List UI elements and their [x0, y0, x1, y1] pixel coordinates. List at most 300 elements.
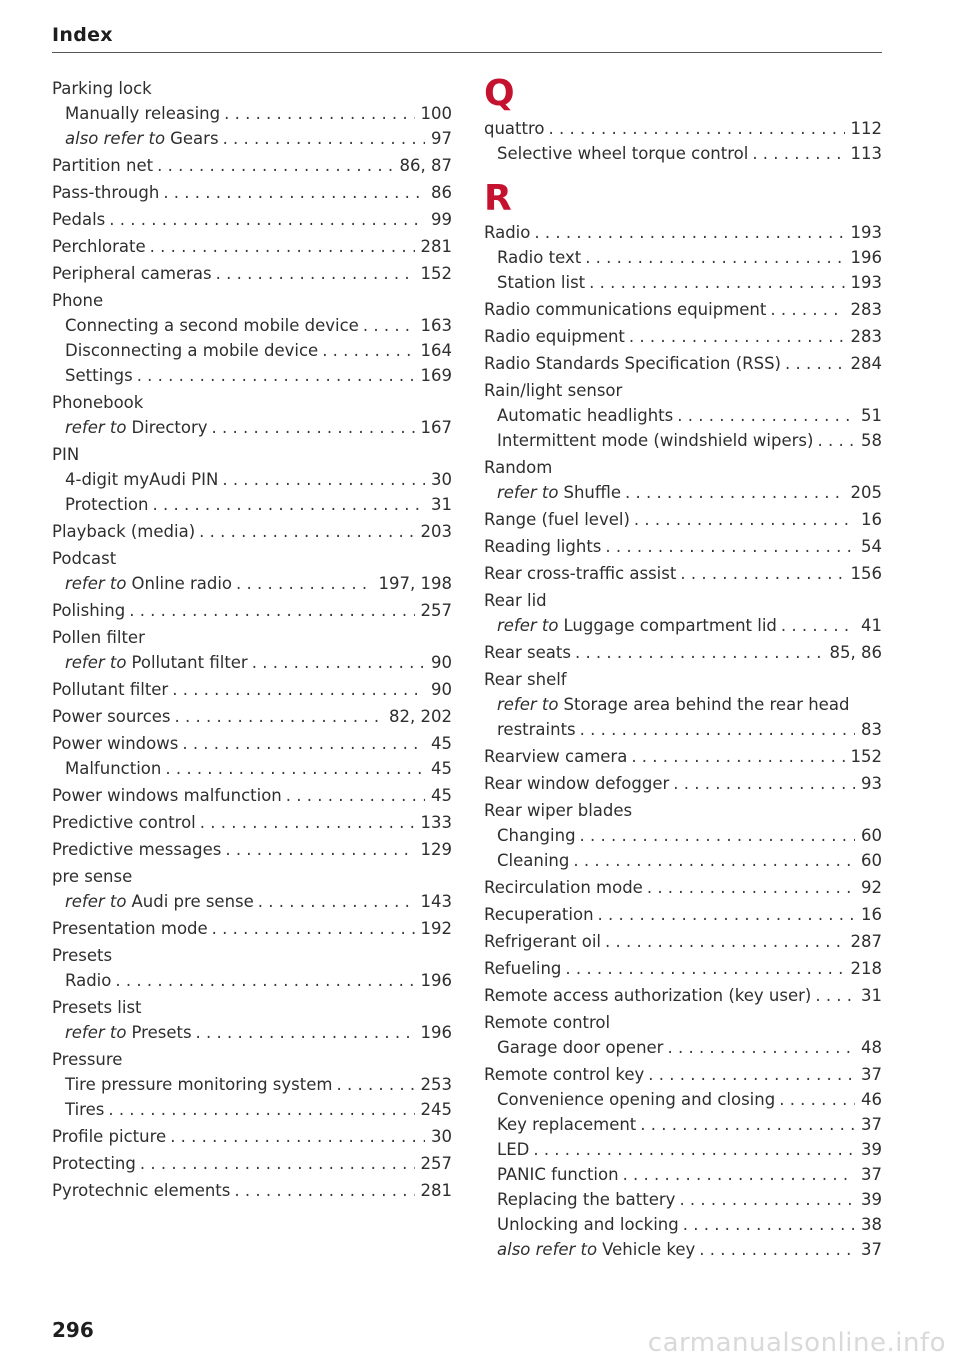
index-subentry	[52, 970, 452, 992]
cross-reference-label: also refer to	[497, 1240, 598, 1259]
entry-term	[484, 1012, 610, 1034]
dot-leader	[140, 1153, 415, 1175]
entry-term	[52, 1153, 136, 1175]
entry-term	[484, 746, 627, 768]
page-reference: 100	[420, 104, 452, 123]
entry-term	[52, 997, 142, 1019]
dot-leader	[589, 272, 844, 294]
dot-leader	[699, 1239, 855, 1261]
page-reference: 90	[431, 653, 452, 672]
dot-leader	[258, 891, 415, 913]
index-subentry	[484, 615, 882, 637]
entry-term	[65, 970, 111, 992]
index-entry	[52, 706, 452, 728]
entry-term-text: Remote control key	[484, 1065, 645, 1084]
entry-term-text: Podcast	[52, 549, 117, 568]
index-entry	[52, 918, 452, 940]
dot-leader	[770, 299, 844, 321]
entry-term-text: Radio communications equipment	[484, 300, 767, 319]
index-subentry	[484, 482, 882, 504]
index-subentry	[52, 365, 452, 387]
page-reference: 16	[861, 510, 882, 529]
page-reference: 283	[850, 327, 882, 346]
cross-reference-label: refer to	[65, 1023, 127, 1042]
page-reference: 45	[431, 786, 452, 805]
index-entry	[52, 812, 452, 834]
page-reference: 86, 87	[399, 156, 452, 175]
entry-term-text: Polishing	[52, 601, 126, 620]
dot-leader	[322, 340, 414, 362]
index-subentry	[484, 1214, 882, 1236]
entry-term-text: Unlocking and locking	[497, 1215, 679, 1234]
index-entry	[484, 669, 882, 691]
dot-leader	[129, 600, 414, 622]
dot-leader	[549, 118, 845, 140]
entry-term	[497, 615, 777, 637]
entry-term	[52, 1180, 230, 1202]
index-subentry	[52, 417, 452, 439]
page-reference: 203	[420, 522, 452, 541]
page-reference: 45	[431, 734, 452, 753]
entry-term	[484, 642, 571, 664]
page-reference: 58	[861, 431, 882, 450]
entry-term-text: Selective wheel torque control	[497, 144, 749, 163]
index-entry	[52, 209, 452, 231]
dot-leader	[634, 509, 855, 531]
dot-leader	[170, 1126, 425, 1148]
index-entry	[52, 236, 452, 258]
index-entry	[484, 536, 882, 558]
entry-term	[497, 1037, 663, 1059]
entry-term-text: Presentation mode	[52, 919, 208, 938]
cross-reference-label: refer to	[497, 483, 559, 502]
entry-term-text: Protection	[65, 495, 149, 514]
entry-term-text: Automatic headlights	[497, 406, 674, 425]
index-subentry	[484, 1139, 882, 1161]
entry-term-text: LED	[497, 1140, 530, 1159]
index-subentry	[484, 850, 882, 872]
entry-term-text: Presets	[52, 946, 113, 965]
index-entry	[484, 1012, 882, 1034]
entry-term	[52, 209, 105, 231]
entry-term	[484, 299, 766, 321]
dot-leader	[785, 353, 845, 375]
index-subentry	[484, 825, 882, 847]
entry-term-text: Rear window defogger	[484, 774, 670, 793]
entry-term	[65, 365, 133, 387]
entry-term-text: Tire pressure monitoring system	[65, 1075, 333, 1094]
index-subentry	[52, 758, 452, 780]
entry-term-text: Connecting a second mobile device	[65, 316, 359, 335]
dot-leader	[629, 326, 845, 348]
index-subentry	[484, 247, 882, 269]
dot-leader	[533, 1139, 855, 1161]
page-reference: 218	[850, 959, 882, 978]
dot-leader	[336, 1074, 414, 1096]
entry-term	[52, 521, 195, 543]
dot-leader	[605, 931, 844, 953]
dot-leader	[225, 839, 414, 861]
entry-term-text: Profile picture	[52, 1127, 167, 1146]
page-reference: 37	[861, 1115, 882, 1134]
entry-term	[484, 985, 811, 1007]
entry-term	[497, 430, 813, 452]
page-reference: 39	[861, 1140, 882, 1159]
entry-term-text: pre sense	[52, 867, 133, 886]
page-reference: 257	[420, 1154, 452, 1173]
index-subentry	[484, 719, 882, 741]
entry-term	[52, 627, 145, 649]
dot-leader	[223, 128, 425, 150]
dot-leader	[212, 918, 415, 940]
entry-term-text: Rear lid	[484, 591, 547, 610]
section-letter-q: Q	[484, 73, 515, 114]
index-subentry	[52, 494, 452, 516]
entry-term	[65, 103, 220, 125]
index-entry	[52, 444, 452, 466]
dot-leader	[680, 563, 844, 585]
index-entry	[484, 590, 882, 612]
entry-term-text: Parking lock	[52, 79, 152, 98]
entry-term-text: Rear cross-traffic assist	[484, 564, 677, 583]
entry-term-text: Playback (media)	[52, 522, 196, 541]
dot-leader	[200, 812, 415, 834]
entry-term-text: Pyrotechnic elements	[52, 1181, 231, 1200]
page-reference: 37	[861, 1065, 882, 1084]
entry-term-text: Random	[484, 458, 553, 477]
index-subentry	[484, 143, 882, 165]
entry-term-text: Radio	[484, 223, 531, 242]
dot-leader	[286, 785, 425, 807]
page-reference: 37	[861, 1240, 882, 1259]
page-reference: 205	[850, 483, 882, 502]
entry-term-text: Directory	[131, 418, 208, 437]
page-reference: 46	[861, 1090, 882, 1109]
entry-term	[497, 825, 576, 847]
dot-leader	[648, 1064, 855, 1086]
index-subentry	[484, 405, 882, 427]
index-subentry	[52, 1099, 452, 1121]
dot-leader	[673, 773, 855, 795]
page-reference: 193	[850, 273, 882, 292]
index-entry	[52, 1049, 452, 1071]
dot-leader	[108, 1099, 414, 1121]
entry-term	[497, 694, 849, 716]
index-entry	[52, 997, 452, 1019]
entry-term	[497, 405, 673, 427]
dot-leader	[165, 758, 425, 780]
entry-term	[52, 1049, 122, 1071]
dot-leader	[779, 1089, 855, 1111]
dot-leader	[172, 679, 425, 701]
entry-term	[484, 118, 545, 140]
index-entry	[484, 380, 882, 402]
entry-term	[497, 247, 581, 269]
entry-term	[65, 891, 254, 913]
entry-term-text: Vehicle key	[602, 1240, 696, 1259]
index-subentry	[484, 1089, 882, 1111]
page-reference: 86	[431, 183, 452, 202]
index-subentry	[52, 573, 452, 595]
page-reference: 156	[850, 564, 882, 583]
index-subentry	[52, 103, 452, 125]
entry-term-text: Pass-through	[52, 183, 160, 202]
entry-term-text: Predictive control	[52, 813, 196, 832]
index-subentry	[52, 315, 452, 337]
dot-leader	[236, 573, 373, 595]
entry-term-text: Peripheral cameras	[52, 264, 212, 283]
index-entry	[484, 642, 882, 664]
index-entry	[52, 155, 452, 177]
page-reference: 152	[850, 747, 882, 766]
index-entry	[484, 509, 882, 531]
index-subentry	[52, 1022, 452, 1044]
index-entry	[52, 1153, 452, 1175]
dot-leader	[647, 877, 855, 899]
entry-term	[497, 1089, 775, 1111]
entry-term-text: PIN	[52, 445, 80, 464]
index-entry	[484, 353, 882, 375]
entry-term	[65, 758, 161, 780]
entry-term	[484, 222, 530, 244]
entry-term	[497, 143, 748, 165]
index-entry	[52, 627, 452, 649]
entry-term-text: Presets list	[52, 998, 142, 1017]
page-reference: 283	[850, 300, 882, 319]
entry-term-text: Recuperation	[484, 905, 594, 924]
entry-term	[497, 1214, 679, 1236]
page-reference: 152	[420, 264, 452, 283]
dot-leader	[222, 469, 425, 491]
dot-leader	[152, 494, 425, 516]
entry-term-text: Rear shelf	[484, 670, 567, 689]
index-subentry	[484, 1239, 882, 1261]
entry-term-text: Remote access authorization (key user)	[484, 986, 812, 1005]
entry-term-text: Intermittent mode (windshield wipers)	[497, 431, 814, 450]
dot-leader	[573, 850, 855, 872]
entry-term-text: quattro	[484, 119, 545, 138]
entry-term	[52, 706, 171, 728]
entry-term	[484, 931, 601, 953]
entry-term-text: Audi pre sense	[131, 892, 254, 911]
page-reference: 39	[861, 1190, 882, 1209]
entry-term-text: Rearview camera	[484, 747, 628, 766]
page-reference: 112	[850, 119, 882, 138]
page-reference: 45	[431, 759, 452, 778]
index-subentry	[52, 469, 452, 491]
page-reference: 164	[420, 341, 452, 360]
index-subentry	[52, 340, 452, 362]
entry-term-text: Luggage compartment lid	[563, 616, 777, 635]
index-entry	[52, 548, 452, 570]
entry-term	[52, 918, 208, 940]
entry-term	[52, 263, 212, 285]
dot-leader	[817, 430, 855, 452]
page-reference: 31	[861, 986, 882, 1005]
dot-leader	[199, 521, 414, 543]
entry-term	[484, 457, 552, 479]
page-reference: 169	[420, 366, 452, 385]
page-reference: 281	[420, 237, 452, 256]
entry-term	[65, 494, 148, 516]
index-entry	[52, 182, 452, 204]
index-subentry	[52, 652, 452, 674]
page-reference: 113	[850, 144, 882, 163]
dot-leader	[212, 417, 415, 439]
dot-leader	[605, 536, 855, 558]
page-reference: 92	[861, 878, 882, 897]
entry-term-text: Cleaning	[497, 851, 570, 870]
entry-term-text: Storage area behind the rear head	[563, 695, 850, 714]
index-subentry	[484, 1164, 882, 1186]
entry-term	[65, 128, 219, 150]
cross-reference-label: refer to	[65, 574, 127, 593]
entry-term	[52, 290, 103, 312]
entry-term	[52, 548, 116, 570]
dot-leader	[534, 222, 844, 244]
dot-leader	[683, 1214, 855, 1236]
index-entry	[52, 521, 452, 543]
entry-term-text: Predictive messages	[52, 840, 222, 859]
page-reference: 41	[861, 616, 882, 635]
entry-term-text: Radio text	[497, 248, 582, 267]
header-divider	[52, 52, 882, 53]
entry-term	[52, 866, 132, 888]
entry-term	[52, 78, 152, 100]
page-reference: 167	[420, 418, 452, 437]
page-reference: 193	[850, 223, 882, 242]
index-entry	[484, 958, 882, 980]
entry-term-text: Key replacement	[497, 1115, 637, 1134]
index-entry	[484, 985, 882, 1007]
page-reference: 60	[861, 851, 882, 870]
entry-term	[484, 877, 643, 899]
entry-term	[52, 679, 168, 701]
page-reference: 196	[850, 248, 882, 267]
entry-term-text: Pollutant filter	[131, 653, 248, 672]
entry-term-text: Online radio	[131, 574, 233, 593]
entry-term-text: Manually releasing	[65, 104, 221, 123]
entry-term	[497, 482, 621, 504]
dot-leader	[625, 482, 845, 504]
dot-leader	[580, 825, 855, 847]
entry-term-text: Power sources	[52, 707, 171, 726]
entry-term-text: Reading lights	[484, 537, 602, 556]
entry-term-text: Settings	[65, 366, 133, 385]
page-reference: 48	[861, 1038, 882, 1057]
entry-term-text: Changing	[497, 826, 576, 845]
dot-leader	[575, 642, 824, 664]
index-entry	[52, 392, 452, 414]
dot-leader	[679, 1189, 855, 1211]
page-reference: 90	[431, 680, 452, 699]
index-entry	[484, 931, 882, 953]
dot-leader	[677, 405, 855, 427]
entry-term-text: Radio equipment	[484, 327, 625, 346]
index-entry	[52, 839, 452, 861]
entry-term-text: Shuffle	[563, 483, 621, 502]
entry-term	[497, 1189, 675, 1211]
entry-term-text: Power windows	[52, 734, 179, 753]
page-reference: 54	[861, 537, 882, 556]
entry-term-text: Protecting	[52, 1154, 136, 1173]
entry-term-text: restraints	[497, 720, 576, 739]
entry-term-text: Perchlorate	[52, 237, 146, 256]
page-reference: 38	[861, 1215, 882, 1234]
entry-term	[484, 773, 669, 795]
entry-term	[65, 469, 218, 491]
page-reference: 253	[420, 1075, 452, 1094]
entry-term	[52, 600, 125, 622]
entry-term	[497, 1114, 636, 1136]
entry-term	[52, 733, 178, 755]
dot-leader	[150, 236, 415, 258]
entry-term	[497, 272, 585, 294]
page-reference: 60	[861, 826, 882, 845]
index-entry	[52, 785, 452, 807]
entry-term	[52, 785, 282, 807]
index-entry	[484, 222, 882, 244]
dot-leader	[175, 706, 383, 728]
dot-leader	[667, 1037, 855, 1059]
entry-term-text: Pollutant filter	[52, 680, 169, 699]
entry-term	[65, 1099, 104, 1121]
entry-term	[65, 340, 318, 362]
page-reference: 83	[861, 720, 882, 739]
page-reference: 51	[861, 406, 882, 425]
entry-term-text: Radio Standards Specification (RSS)	[484, 354, 781, 373]
cross-reference-label: refer to	[497, 616, 559, 635]
page-reference: 163	[420, 316, 452, 335]
dot-leader	[252, 652, 425, 674]
page-reference: 31	[431, 495, 452, 514]
entry-term	[52, 812, 196, 834]
dot-leader	[157, 155, 393, 177]
entry-term-text: Rear wiper blades	[484, 801, 633, 820]
index-entry	[484, 746, 882, 768]
entry-term	[484, 380, 622, 402]
index-entry	[484, 877, 882, 899]
index-entry	[52, 945, 452, 967]
dot-leader	[216, 263, 415, 285]
entry-term	[497, 1164, 619, 1186]
index-subentry	[484, 1037, 882, 1059]
dot-leader	[196, 1022, 415, 1044]
entry-term	[52, 839, 221, 861]
entry-term	[484, 353, 781, 375]
entry-term	[484, 1064, 644, 1086]
dot-leader	[580, 719, 855, 741]
entry-term-text: Rain/light sensor	[484, 381, 623, 400]
entry-term	[497, 1239, 695, 1261]
page-reference: 287	[850, 932, 882, 951]
entry-term-text: PANIC function	[497, 1165, 619, 1184]
dot-leader	[363, 315, 415, 337]
index-entry	[52, 600, 452, 622]
entry-term-text: Malfunction	[65, 759, 162, 778]
dot-leader	[565, 958, 844, 980]
dot-leader	[137, 365, 415, 387]
watermark: carmanualsonline.info	[647, 1328, 946, 1358]
entry-term	[65, 315, 359, 337]
entry-term	[52, 1126, 166, 1148]
dot-leader	[815, 985, 855, 1007]
page-header-title: Index	[52, 24, 113, 46]
entry-term	[484, 536, 601, 558]
page-reference: 196	[420, 1023, 452, 1042]
entry-term	[497, 850, 569, 872]
page-reference: 85, 86	[829, 643, 882, 662]
